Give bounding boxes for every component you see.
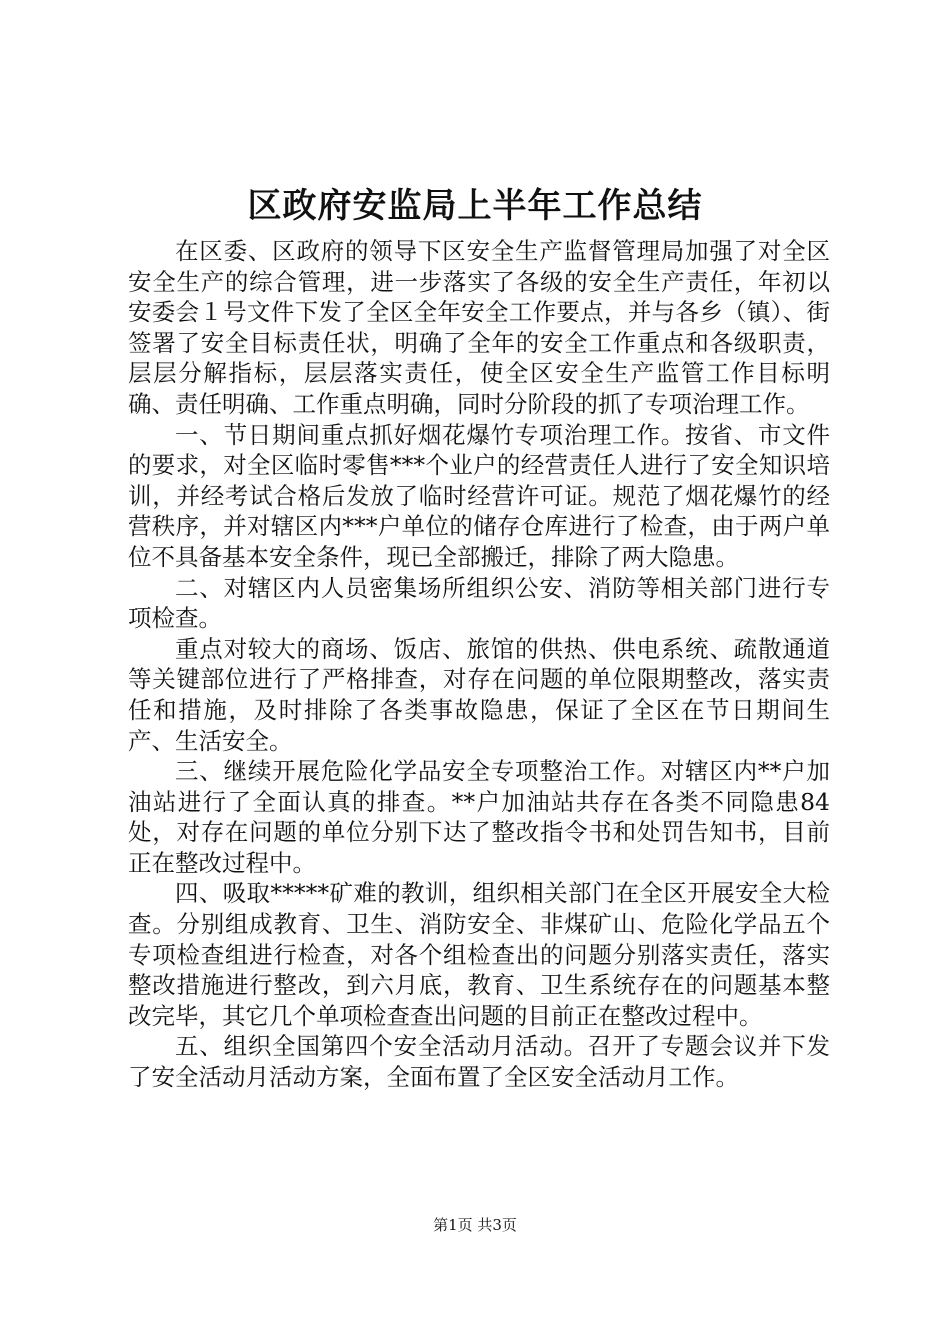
document-body xyxy=(128,236,830,1093)
paragraph-section-1: 一、节日期间重点抓好烟花爆竹专项治理工作。按省、市文件的要求，对全区临时零售***个业户的经营责任人进行了安全知识培训，并经考试合格后发放了临时经营许可证。规范了烟花爆竹的经营秩序，并对辖区内***户单位的储存仓库进行了检查，由于两户单位不具备基本安全条件，现已全部搬迁，排除了两大隐患。 xyxy=(128,420,830,571)
paragraph-intro: 在区委、区政府的领导下区安全生产监督管理局加强了对全区安全生产的综合管理，进一步落实了各级的安全生产责任，年初以安委会１号文件下发了全区全年安全工作要点，并与各乡（镇）、街签署了安全目标责任状，明确了全年的安全工作重点和各级职责，层层分解指标，层层落实责任，使全区安全生产监管工作目标明确、责任明确、工作重点明确，同时分阶段的抓了专项治理工作。 xyxy=(128,237,830,418)
paragraph-section-2-detail: 重点对较大的商场、饭店、旅馆的供热、供电系统、疏散通道等关键部位进行了严格排查，对存在问题的单位限期整改，落实责任和措施，及时排除了各类事故隐患，保证了全区在节日期间生产、生活安全。 xyxy=(128,634,830,755)
page-number-footer: 第1页 共3页 xyxy=(433,1216,517,1234)
document-title: 区政府安监局上半年工作总结 xyxy=(247,186,703,226)
paragraph-section-3: 三、继续开展危险化学品安全专项整治工作。对辖区内**户加油站进行了全面认真的排查。**户加油站共存在各类不同隐患84处，对存在问题的单位分别下达了整改指令书和处罚告知书，目前正在整改过程中。 xyxy=(128,757,830,877)
paragraph-section-5: 五、组织全国第四个安全活动月活动。召开了专题会议并下发了安全活动月活动方案，全面布置了全区安全活动月工作。 xyxy=(128,1032,830,1092)
paragraph-section-4: 四、吸取*****矿难的教训，组织相关部门在全区开展安全大检查。分别组成教育、卫生、消防安全、非煤矿山、危险化学品五个专项检查组进行检查，对各个组检查出的问题分别落实责任，落实整改措施进行整改，到六月底，教育、卫生系统存在的问题基本整改完毕，其它几个单项检查查出问题的目前正在整改过程中。 xyxy=(128,879,830,1030)
paragraph-section-2: 二、对辖区内人员密集场所组织公安、消防等相关部门进行专项检查。 xyxy=(128,573,830,633)
